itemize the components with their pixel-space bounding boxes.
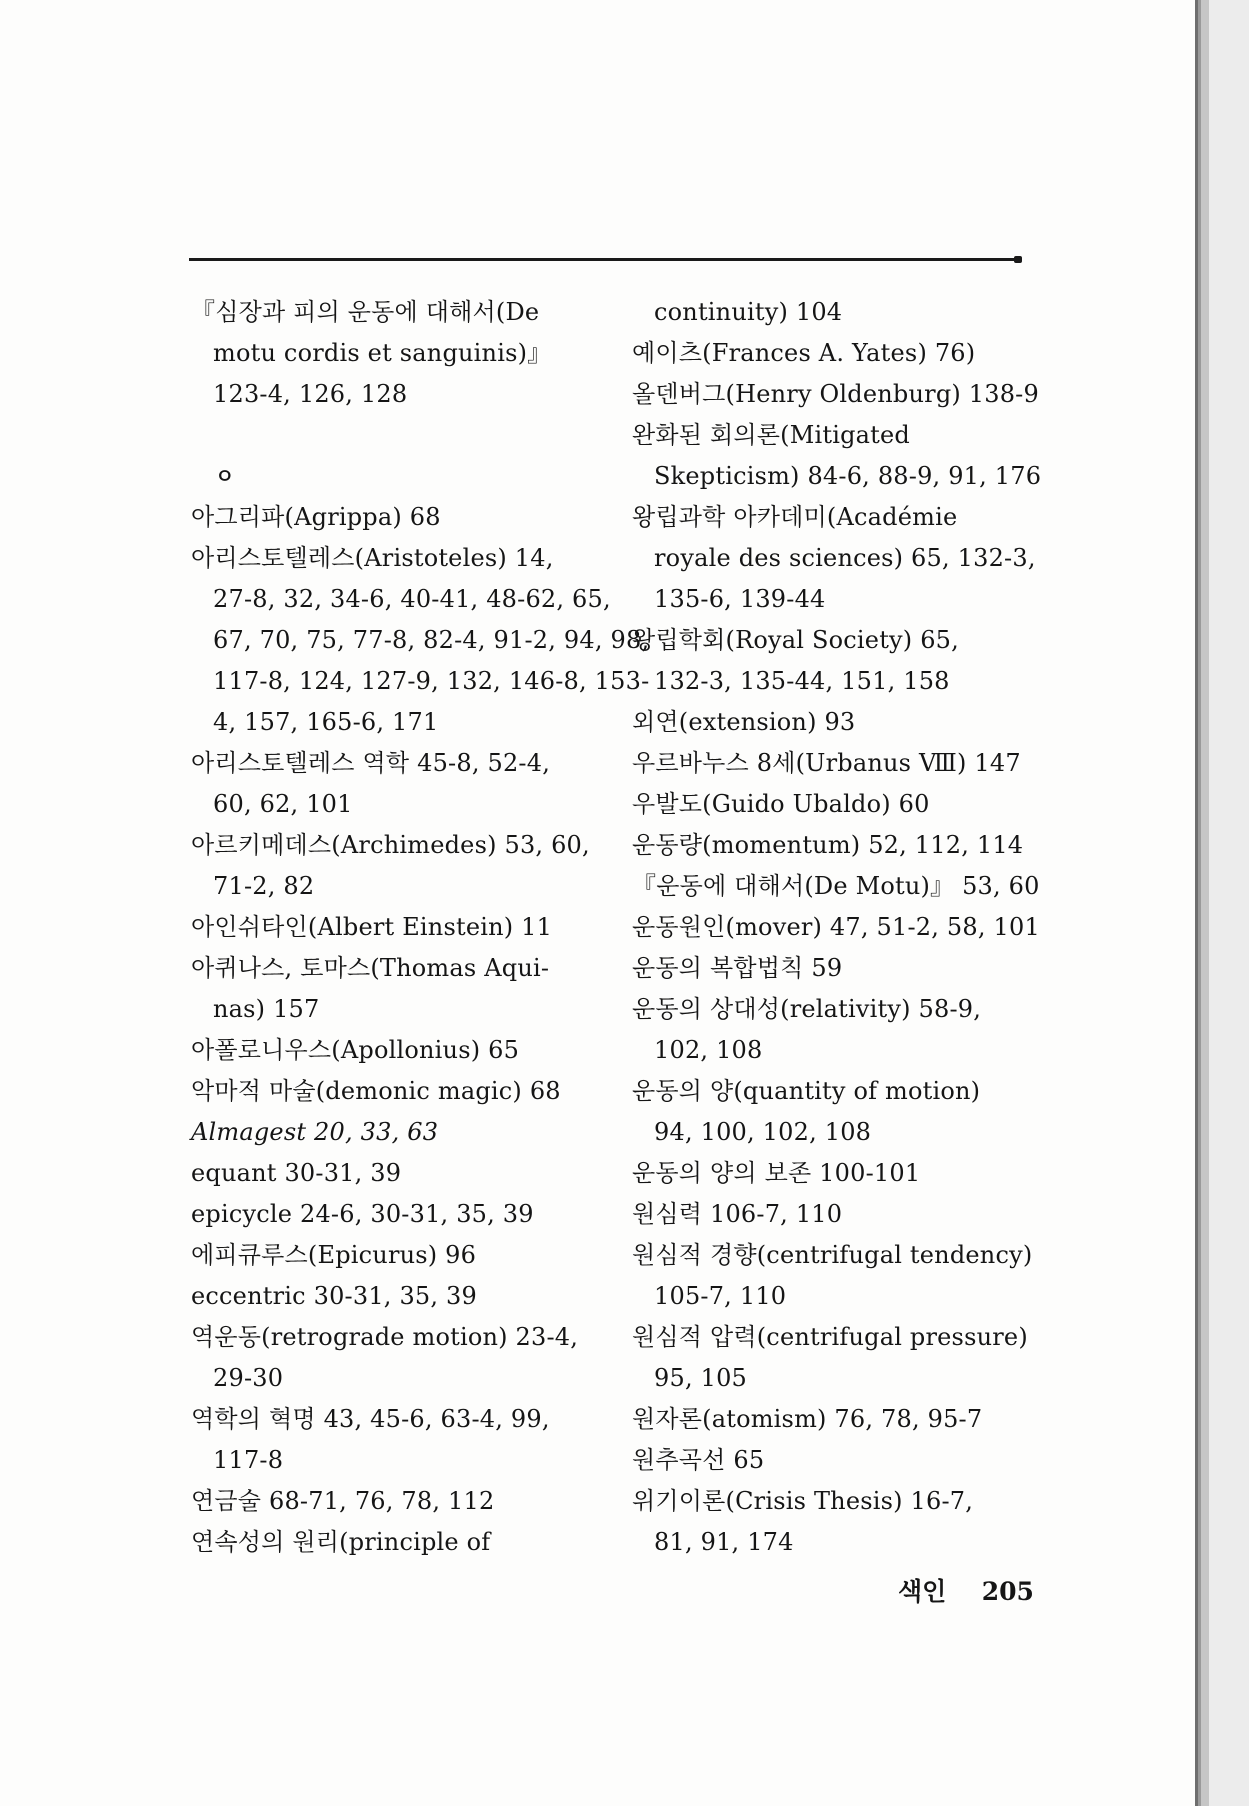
- index-column-left: [191, 292, 650, 1563]
- index-entry: nas) 157: [213, 995, 320, 1023]
- index-entry: 운동의 상대성(relativity) 58-9,: [632, 995, 982, 1023]
- index-entry: continuity) 104: [654, 298, 843, 326]
- index-entry: 135-6, 139-44: [654, 585, 826, 613]
- index-entry: 102, 108: [654, 1036, 763, 1064]
- index-entry: 역학의 혁명 43, 45-6, 63-4, 99,: [191, 1405, 550, 1433]
- index-entry: 132-3, 135-44, 151, 158: [654, 667, 950, 695]
- index-entry: 아폴로니우스(Apollonius) 65: [191, 1036, 520, 1064]
- index-entry: 연속성의 원리(principle of: [191, 1528, 491, 1556]
- index-entry: 29-30: [213, 1364, 284, 1392]
- index-entry: 운동의 복합법칙 59: [632, 954, 843, 982]
- index-entry: Skepticism) 84-6, 88-9, 91, 176: [654, 462, 1042, 490]
- index-entry: 위기이론(Crisis Thesis) 16-7,: [632, 1487, 974, 1515]
- index-entry: 왕립과학 아카데미(Académie: [632, 503, 958, 531]
- index-entry: 역운동(retrograde motion) 23-4,: [191, 1323, 579, 1351]
- index-entry: 예이츠(Frances A. Yates) 76): [632, 339, 976, 367]
- index-entry: 아그리파(Agrippa) 68: [191, 503, 441, 531]
- index-entry: 원심적 경향(centrifugal tendency): [632, 1241, 1033, 1269]
- index-entry: 71-2, 82: [213, 872, 315, 900]
- index-entry: 원심력 106-7, 110: [632, 1200, 843, 1228]
- footer-section-label: 색인: [898, 1577, 947, 1606]
- index-entry: 올덴버그(Henry Oldenburg) 138-9: [632, 380, 1039, 408]
- index-entry: 아퀴나스, 토마스(Thomas Aqui-: [191, 954, 550, 982]
- index-entry: 악마적 마술(demonic magic) 68: [191, 1077, 561, 1105]
- index-entry: 외연(extension) 93: [632, 708, 856, 736]
- index-entry: motu cordis et sanguinis)』: [213, 339, 552, 367]
- index-entry: 운동량(momentum) 52, 112, 114: [632, 831, 1024, 859]
- index-entry: 123-4, 126, 128: [213, 380, 408, 408]
- index-entry: 105-7, 110: [654, 1282, 787, 1310]
- index-entry: Almagest 20, 33, 63: [191, 1118, 439, 1146]
- page-number: 205: [981, 1577, 1034, 1606]
- index-entry: 운동원인(mover) 47, 51-2, 58, 101: [632, 913, 1040, 941]
- index-entry: 『심장과 피의 운동에 대해서(De: [191, 298, 540, 326]
- index-entry: 4, 157, 165-6, 171: [213, 708, 439, 736]
- index-entry: 117-8: [213, 1446, 284, 1474]
- index-section-letter: ㅇ: [215, 464, 235, 488]
- header-rule-end: [1014, 256, 1022, 263]
- index-entry: royale des sciences) 65, 132-3,: [654, 544, 1036, 572]
- index-entry: 우르바누스 8세(Urbanus Ⅷ) 147: [632, 749, 1021, 777]
- index-entry: 『운동에 대해서(De Motu)』 53, 60: [632, 872, 1040, 900]
- index-entry: equant 30-31, 39: [191, 1159, 402, 1187]
- index-entry: 아리스토텔레스(Aristoteles) 14,: [191, 544, 554, 572]
- index-entry: 우발도(Guido Ubaldo) 60: [632, 790, 930, 818]
- index-entry: 아인쉬타인(Albert Einstein) 11: [191, 913, 553, 941]
- index-entry: 운동의 양(quantity of motion): [632, 1077, 981, 1105]
- index-entry: 60, 62, 101: [213, 790, 353, 818]
- index-entry: 원심적 압력(centrifugal pressure): [632, 1323, 1028, 1351]
- index-entry: 94, 100, 102, 108: [654, 1118, 872, 1146]
- index-entry: 왕립학회(Royal Society) 65,: [632, 626, 959, 654]
- index-entry: 117-8, 124, 127-9, 132, 146-8, 153-: [213, 667, 650, 695]
- index-entry: 27-8, 32, 34-6, 40-41, 48-62, 65,: [213, 585, 611, 613]
- page-shadow: [1201, 0, 1209, 1806]
- index-entry: epicycle 24-6, 30-31, 35, 39: [191, 1200, 534, 1228]
- index-entry: 95, 105: [654, 1364, 748, 1392]
- index-entry: 완화된 회의론(Mitigated: [632, 421, 910, 449]
- header-rule: [189, 258, 1021, 261]
- index-entry: 원자론(atomism) 76, 78, 95-7: [632, 1405, 983, 1433]
- page-footer: [898, 1572, 1034, 1608]
- index-entry: 67, 70, 75, 77-8, 82-4, 91-2, 94, 98,: [213, 626, 650, 654]
- index-entry: 아리스토텔레스 역학 45-8, 52-4,: [191, 749, 551, 777]
- index-entry: eccentric 30-31, 35, 39: [191, 1282, 477, 1310]
- index-column-right: [632, 292, 1042, 1563]
- index-entry: 81, 91, 174: [654, 1528, 794, 1556]
- index-spacer: [191, 415, 591, 456]
- index-entry: 운동의 양의 보존 100-101: [632, 1159, 921, 1187]
- index-entry: 연금술 68-71, 76, 78, 112: [191, 1487, 495, 1515]
- index-entry: 원추곡선 65: [632, 1446, 765, 1474]
- index-entry: 에피큐루스(Epicurus) 96: [191, 1241, 477, 1269]
- index-entry: 아르키메데스(Archimedes) 53, 60,: [191, 831, 590, 859]
